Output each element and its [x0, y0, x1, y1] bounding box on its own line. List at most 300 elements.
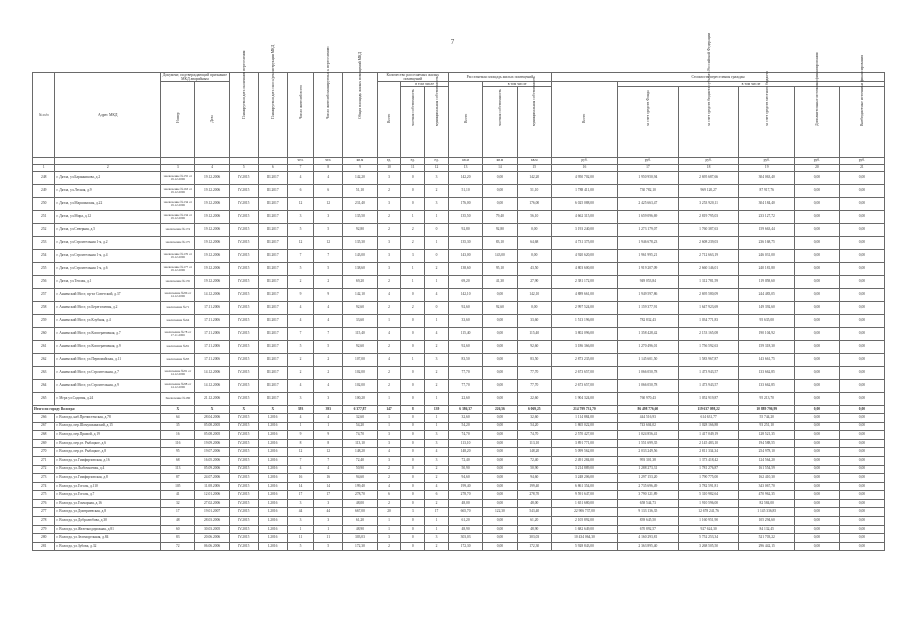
- row-number: 259: [33, 314, 55, 327]
- row-area-total: 61,20: [448, 517, 482, 526]
- row-area: 100,20: [343, 392, 377, 405]
- register-table: [32, 32, 885, 551]
- row-residents: 4: [287, 465, 313, 474]
- row-count-private: 3: [401, 249, 425, 262]
- row-area-total: 48,00: [448, 499, 482, 508]
- row-cost-total: 2 491 284,00: [551, 456, 617, 465]
- row-residents-resettle: 2: [314, 353, 343, 366]
- row-area: 303,03: [343, 534, 377, 543]
- table-row: [33, 491, 885, 500]
- row-cost-regional: 614 631,77: [678, 413, 739, 422]
- row-area-private: 0,00: [483, 327, 517, 340]
- row-residents-resettle: 12: [314, 197, 343, 210]
- table-row: [33, 542, 885, 551]
- row-count-municipal: 4: [425, 482, 449, 491]
- row-address: г. Вологда, ул.Дмитриевская, д.8: [55, 508, 161, 517]
- row-area-total: 172,30: [448, 542, 482, 551]
- unit-cell: руб.: [617, 157, 678, 164]
- total-cell: 8: [401, 405, 425, 413]
- unit-cell: кв.м: [448, 157, 482, 164]
- row-count-private: 0: [401, 534, 425, 543]
- row-number: 270: [33, 448, 55, 457]
- row-cost-extra: 0,00: [794, 301, 839, 314]
- table-row: [33, 236, 885, 249]
- row-resettle-date: IV.2015: [229, 353, 258, 366]
- row-area: 138,60: [343, 262, 377, 275]
- row-cost-total: 6 861 354,00: [551, 482, 617, 491]
- header-cost-incl: в том числе: [617, 81, 884, 86]
- row-doc-date: 19.12.2006: [195, 210, 229, 223]
- row-cost-extra2: 0,00: [839, 353, 884, 366]
- total-cell: 119 637 098,22: [678, 405, 739, 413]
- row-residents: 1: [287, 525, 313, 534]
- header-residents-resettle: Число жителей планируемых к переселению: [314, 73, 343, 158]
- row-area-total: 72,40: [448, 456, 482, 465]
- row-resettle-date: IV.2015: [229, 499, 258, 508]
- row-count-municipal: 4: [425, 288, 449, 301]
- row-address: г. Вологда, ул.Добролюбова, д.30: [55, 517, 161, 526]
- row-count-municipal: 1: [425, 210, 449, 223]
- header-doc-date: Дата: [195, 81, 229, 157]
- row-area-private: 0,00: [483, 353, 517, 366]
- row-cost-extra2: 0,00: [839, 262, 884, 275]
- row-area-private: 92,60: [483, 301, 517, 314]
- row-cost-extra: 0,00: [794, 392, 839, 405]
- row-area-municipal: 27,90: [517, 275, 551, 288]
- row-residents-resettle: 3: [314, 210, 343, 223]
- row-resettle-date: IV.2015: [229, 534, 258, 543]
- row-demolish-date: III.2017: [258, 340, 287, 353]
- table-row: [33, 249, 885, 262]
- row-area-private: 0,00: [483, 474, 517, 483]
- row-residents-resettle: 14: [314, 482, 343, 491]
- row-doc-date: 19.09.2006: [195, 439, 229, 448]
- row-cost-local: 119 058,60: [739, 275, 794, 288]
- row-doc-date: 17.11.2006: [195, 301, 229, 314]
- row-count-private: 0: [401, 314, 425, 327]
- row-area-total: 113,10: [448, 439, 482, 448]
- column-numbers-row: [33, 164, 885, 171]
- column-number-cell: 8: [314, 164, 343, 171]
- row-demolish-date: III.2017: [258, 353, 287, 366]
- row-doc-number: заключение №88 от 14.12.2006: [161, 379, 195, 392]
- row-cost-regional: 1 790 775,00: [678, 474, 739, 483]
- row-number: 257: [33, 288, 55, 301]
- row-demolish-date: III.2017: [258, 379, 287, 392]
- header-count-private: частная собственность: [401, 86, 425, 157]
- row-count-total: 2: [377, 474, 401, 483]
- row-demolish-date: I.2016: [258, 422, 287, 431]
- row-demolish-date: III.2017: [258, 184, 287, 197]
- row-doc-number: 68: [161, 456, 195, 465]
- row-count-total: 2: [377, 275, 401, 288]
- row-demolish-date: III.2017: [258, 275, 287, 288]
- row-cost-extra: 0,00: [794, 353, 839, 366]
- row-count-municipal: 2: [425, 184, 449, 197]
- column-number-cell: 19: [739, 164, 794, 171]
- row-resettle-date: IV.2015: [229, 340, 258, 353]
- row-cost-total: 3 802 096,00: [551, 327, 617, 340]
- row-cost-extra: 0,00: [794, 525, 839, 534]
- row-doc-number: 41: [161, 491, 195, 500]
- row-cost-local: 161 554,59: [739, 465, 794, 474]
- row-cost-fund: 2 033 249,56: [617, 448, 678, 457]
- row-residents: 44: [287, 508, 313, 517]
- row-cost-regional: 1 473 943,57: [678, 379, 739, 392]
- row-cost-local: 296 442,15: [739, 542, 794, 551]
- row-address: г. Вологда, ул.Гоголя, д.110: [55, 482, 161, 491]
- row-count-total: 3: [377, 439, 401, 448]
- row-number: 258: [33, 301, 55, 314]
- row-area-private: 0,00: [483, 431, 517, 440]
- row-doc-date: 17.11.2006: [195, 353, 229, 366]
- row-number: 281: [33, 542, 55, 551]
- column-number-cell: 7: [287, 164, 313, 171]
- row-cost-local: 240 181,80: [739, 262, 794, 275]
- header-area-total: Всего: [448, 81, 482, 157]
- row-area-total: 69,20: [448, 275, 482, 288]
- table-row: [33, 413, 885, 422]
- row-resettle-date: IV.2015: [229, 465, 258, 474]
- row-address: г. Анненский Мост, ул.Первомайская, д.11: [55, 353, 161, 366]
- row-cost-extra2: 0,00: [839, 314, 884, 327]
- row-count-private: 0: [401, 499, 425, 508]
- row-residents-resettle: 3: [314, 392, 343, 405]
- row-number: 261: [33, 340, 55, 353]
- row-area-total: 138,60: [448, 262, 482, 275]
- row-cost-extra: 0,00: [794, 491, 839, 500]
- row-resettle-date: IV.2015: [229, 366, 258, 379]
- row-cost-fund: 658 544,73: [617, 499, 678, 508]
- row-cost-regional: 1 583 967,87: [678, 353, 739, 366]
- row-cost-local: 87 917,76: [739, 184, 794, 197]
- row-count-total: 1: [377, 422, 401, 431]
- row-cost-total: 4 920 620,00: [551, 249, 617, 262]
- row-cost-local: 133 662,85: [739, 379, 794, 392]
- row-cost-total: 2 570 427,00: [551, 431, 617, 440]
- header-count-group: Количество расселяемых жилых помещений: [377, 73, 448, 82]
- row-count-private: 1: [401, 353, 425, 366]
- header-local: за счет средств местного бюджета: [739, 86, 794, 157]
- row-address: г. Вологда, ул.Гимфирзовская, д.8: [55, 474, 161, 483]
- row-cost-extra2: 0,00: [839, 534, 884, 543]
- unit-cell: чел.: [287, 157, 313, 164]
- row-area-private: 92,80: [483, 223, 517, 236]
- row-resettle-date: IV.2015: [229, 197, 258, 210]
- table-row: [33, 314, 885, 327]
- row-count-private: 0: [401, 327, 425, 340]
- unit-cell: ед.: [401, 157, 425, 164]
- row-count-total: 3: [377, 262, 401, 275]
- row-residents-resettle: 8: [314, 439, 343, 448]
- row-resettle-date: IV.2015: [229, 542, 258, 551]
- row-count-municipal: 2: [425, 262, 449, 275]
- row-cost-extra2: 0,00: [839, 223, 884, 236]
- row-address: г. Дятла, ул.Лесная, д.9: [55, 184, 161, 197]
- row-area-private: 0,00: [483, 534, 517, 543]
- table-header: [33, 32, 885, 172]
- row-residents-resettle: 5: [314, 340, 343, 353]
- row-address: г. Вологда, ул.Гончарная, д.16: [55, 499, 161, 508]
- row-address: г. Дятла, ул.Теплая, д.1: [55, 275, 161, 288]
- row-cost-local: 133 662,85: [739, 366, 794, 379]
- row-resettle-date: IV.2015: [229, 431, 258, 440]
- row-doc-date: 24.07.2006: [195, 474, 229, 483]
- row-cost-extra: 0,00: [794, 448, 839, 457]
- row-cost-fund: 743 604,02: [617, 422, 678, 431]
- row-residents: 4: [287, 301, 313, 314]
- row-cost-extra2: 0,00: [839, 448, 884, 457]
- row-count-municipal: 4: [425, 448, 449, 457]
- row-cost-regional: 1 781 276,87: [678, 465, 739, 474]
- table-row: [33, 171, 885, 184]
- row-resettle-date: IV.2015: [229, 525, 258, 534]
- table-row: [33, 431, 885, 440]
- row-cost-extra2: 0,00: [839, 517, 884, 526]
- row-cost-extra: 0,00: [794, 482, 839, 491]
- row-area-municipal: 176,00: [517, 197, 551, 210]
- table-row: [33, 508, 885, 517]
- header-area-group: Расселяемая площадь жилых помещений: [448, 73, 551, 82]
- row-cost-extra: 0,00: [794, 422, 839, 431]
- row-cost-fund: 839 645,50: [617, 517, 678, 526]
- row-cost-extra2: 0,00: [839, 491, 884, 500]
- unit-cell: руб.: [839, 157, 884, 164]
- row-doc-date: 19.12.2006: [195, 197, 229, 210]
- row-cost-local: 159 318,30: [739, 340, 794, 353]
- row-cost-regional: 3 782 591,81: [678, 482, 739, 491]
- row-doc-number: заключение №81: [161, 340, 195, 353]
- row-doc-date: 19.01.2007: [195, 508, 229, 517]
- row-area: 115,40: [343, 327, 377, 340]
- header-count-municipal: муниципальная собственность: [425, 86, 449, 157]
- row-number: 276: [33, 499, 55, 508]
- row-residents-resettle: 7: [314, 456, 343, 465]
- row-resettle-date: IV.2015: [229, 422, 258, 431]
- row-demolish-date: I.2016: [258, 542, 287, 551]
- row-address: г. Дятла, ул.Маршинская, д.22: [55, 197, 161, 210]
- row-doc-date: 06.06.2006: [195, 542, 229, 551]
- row-area-municipal: 32,60: [517, 413, 551, 422]
- row-area-total: 278,70: [448, 491, 482, 500]
- header-cost-total: Всего: [551, 81, 617, 157]
- row-cost-fund: 4 160 293,81: [617, 534, 678, 543]
- row-address: г. Мгра ул.Садовая, д.24: [55, 392, 161, 405]
- row-demolish-date: III.2017: [258, 171, 287, 184]
- header-residents: Число жителей всего: [287, 73, 313, 158]
- row-cost-total: 4 889 661,00: [551, 288, 617, 301]
- row-residents-resettle: 5: [314, 542, 343, 551]
- column-number-cell: 2: [55, 164, 161, 171]
- row-cost-extra2: 0,00: [839, 366, 884, 379]
- row-doc-date: 28.03.2006: [195, 517, 229, 526]
- row-area-private: 0,00: [483, 422, 517, 431]
- row-cost-fund: 1 024 856,41: [617, 431, 678, 440]
- total-cell: 147: [377, 405, 401, 413]
- row-residents: 4: [287, 379, 313, 392]
- row-cost-local: 254 978,10: [739, 448, 794, 457]
- row-cost-total: 5 099 562,00: [551, 448, 617, 457]
- row-cost-total: 3 248 206,00: [551, 474, 617, 483]
- row-cost-extra2: 0,00: [839, 542, 884, 551]
- row-address: г. Дятла, ул.Строительная 1-я, д.6: [55, 262, 161, 275]
- row-demolish-date: I.2016: [258, 482, 287, 491]
- row-doc-number: заключение №64: [161, 314, 195, 327]
- row-cost-regional: 927 624,30: [678, 525, 739, 534]
- row-count-private: 0: [401, 491, 425, 500]
- row-area-municipal: 142,20: [517, 171, 551, 184]
- row-area-total: 83,50: [448, 353, 482, 366]
- row-resettle-date: IV.2015: [229, 456, 258, 465]
- row-count-total: 1: [377, 314, 401, 327]
- row-demolish-date: III.2017: [258, 236, 287, 249]
- row-doc-date: 19.12.2006: [195, 275, 229, 288]
- row-cost-fund: 3 790 121,89: [617, 491, 678, 500]
- row-residents-resettle: 3: [314, 499, 343, 508]
- column-number-cell: 9: [343, 164, 377, 171]
- row-area-private: 0,00: [483, 465, 517, 474]
- row-doc-number: заключение №81 от 14.12.2006: [161, 366, 195, 379]
- row-address: г. Вологда, пер.ул. Рыбацкое, д.8: [55, 448, 161, 457]
- row-area-private: 0,00: [483, 197, 517, 210]
- row-area-total: 142,20: [448, 171, 482, 184]
- row-demolish-date: III.2017: [258, 288, 287, 301]
- row-area: 54,20: [343, 422, 377, 431]
- row-cost-fund: 993 301,38: [617, 456, 678, 465]
- row-count-private: 0: [401, 456, 425, 465]
- row-demolish-date: I.2016: [258, 413, 287, 422]
- row-doc-date: 19.12.2006: [195, 171, 229, 184]
- row-area-municipal: 64,68: [517, 236, 551, 249]
- row-cost-total: 1 904 324,00: [551, 392, 617, 405]
- row-number: 256: [33, 275, 55, 288]
- row-cost-regional: 12 678 241,76: [678, 508, 739, 517]
- row-area-municipal: 94,60: [517, 474, 551, 483]
- row-cost-fund: 1 273 179,07: [617, 223, 678, 236]
- unit-cell: [33, 157, 55, 164]
- row-cost-total: 2 673 657,00: [551, 379, 617, 392]
- row-area-total: 135,50: [448, 210, 482, 223]
- table-row: [33, 422, 885, 431]
- row-area-private: 0,00: [483, 491, 517, 500]
- row-residents: 11: [287, 534, 313, 543]
- row-count-municipal: 2: [425, 474, 449, 483]
- row-doc-number: заключение №174: [161, 223, 195, 236]
- row-cost-extra: 0,00: [794, 249, 839, 262]
- row-demolish-date: III.2017: [258, 327, 287, 340]
- row-count-municipal: 2: [425, 366, 449, 379]
- row-address: г. Дятла, ул.Мира, д.12: [55, 210, 161, 223]
- row-cost-fund: 1 270 496,01: [617, 340, 678, 353]
- row-cost-extra: 0,00: [794, 288, 839, 301]
- row-cost-total: 5 928 843,00: [551, 542, 617, 551]
- row-residents: 5: [287, 262, 313, 275]
- row-number: 273: [33, 474, 55, 483]
- table-row: [33, 223, 885, 236]
- row-doc-date: 05.09.2006: [195, 465, 229, 474]
- header-doc-number: Номер: [161, 81, 195, 157]
- row-residents: 2: [287, 275, 313, 288]
- unit-cell: кв.м: [483, 157, 517, 164]
- row-number: 248: [33, 171, 55, 184]
- row-cost-regional: 1 760 387,63: [678, 223, 739, 236]
- row-doc-number: заключение №155 от 19.12.2006: [161, 171, 195, 184]
- row-count-total: 3: [377, 456, 401, 465]
- row-resettle-date: IV.2015: [229, 288, 258, 301]
- row-cost-fund: 782 832,43: [617, 314, 678, 327]
- row-cost-extra2: 0,00: [839, 431, 884, 440]
- unit-cell: [229, 157, 258, 164]
- row-area: 102,00: [343, 379, 377, 392]
- row-cost-local: 470 962,35: [739, 491, 794, 500]
- column-number-cell: 6: [258, 164, 287, 171]
- row-cost-extra2: 0,00: [839, 499, 884, 508]
- row-residents: 7: [287, 456, 313, 465]
- row-area-total: 77,70: [448, 379, 482, 392]
- row-area-total: 33,60: [448, 314, 482, 327]
- row-area: 48,90: [343, 525, 377, 534]
- row-count-total: 3: [377, 236, 401, 249]
- row-address: г. Анненский Мост, ул.Строительная, д.7: [55, 366, 161, 379]
- row-count-private: 0: [401, 431, 425, 440]
- row-count-municipal: 3: [425, 456, 449, 465]
- row-area-municipal: 77,70: [517, 379, 551, 392]
- row-doc-number: заключение №78 от 17.11.2006: [161, 327, 195, 340]
- row-address: г. Вологда, ул.Железнодорожная, д.81: [55, 525, 161, 534]
- row-demolish-date: I.2016: [258, 456, 287, 465]
- header-count-incl: в том числе: [401, 81, 449, 86]
- row-doc-date: 19.12.2006: [195, 184, 229, 197]
- total-cell: 393: [287, 405, 313, 413]
- row-resettle-date: IV.2015: [229, 301, 258, 314]
- row-number: 262: [33, 353, 55, 366]
- total-cell: 139: [425, 405, 449, 413]
- row-area-private: 0,00: [483, 288, 517, 301]
- row-area: 172,30: [343, 542, 377, 551]
- row-count-municipal: 1: [425, 236, 449, 249]
- row-cost-total: 1 788 411,00: [551, 184, 617, 197]
- row-residents-resettle: 6: [314, 184, 343, 197]
- row-cost-extra: 0,00: [794, 314, 839, 327]
- row-count-total: 4: [377, 288, 401, 301]
- row-count-total: 4: [377, 482, 401, 491]
- unit-cell: руб.: [739, 157, 794, 164]
- row-cost-regional: 1 034 771,83: [678, 314, 739, 327]
- row-count-private: 0: [401, 482, 425, 491]
- row-area-private: 0,00: [483, 439, 517, 448]
- row-doc-date: 19.12.2006: [195, 249, 229, 262]
- row-cost-regional: 1 417 049,19: [678, 431, 739, 440]
- row-area: 135,50: [343, 210, 377, 223]
- total-cell: 393: [314, 405, 343, 413]
- row-cost-total: 4 731 375,00: [551, 236, 617, 249]
- row-doc-date: 21.12.2006: [195, 392, 229, 405]
- row-area: 92,60: [343, 301, 377, 314]
- row-doc-number: 95: [161, 448, 195, 457]
- row-cost-total: 4 950 702,00: [551, 171, 617, 184]
- header-count-total: Всего: [377, 81, 401, 157]
- row-area-municipal: 0,00: [517, 301, 551, 314]
- row-residents-resettle: 9: [314, 288, 343, 301]
- row-residents-resettle: 7: [314, 327, 343, 340]
- row-demolish-date: I.2016: [258, 474, 287, 483]
- row-area-municipal: 142,10: [517, 288, 551, 301]
- row-residents: 9: [287, 431, 313, 440]
- row-count-private: 0: [401, 171, 425, 184]
- row-count-total: 3: [377, 249, 401, 262]
- row-count-private: 1: [401, 262, 425, 275]
- row-residents-resettle: 17: [314, 491, 343, 500]
